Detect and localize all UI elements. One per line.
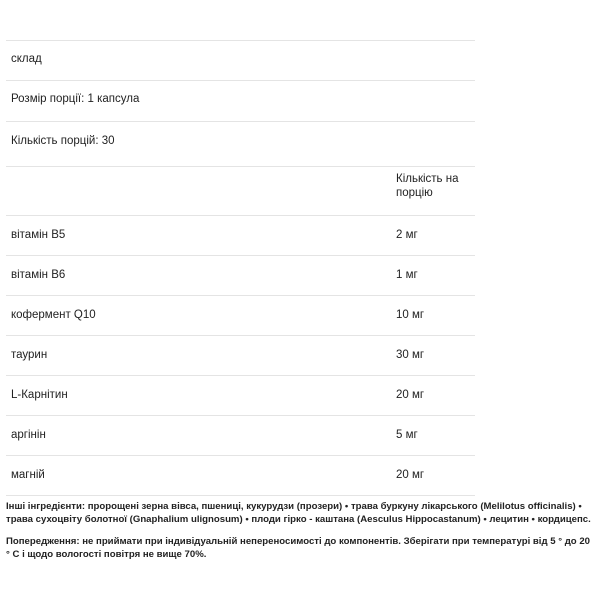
ingredient-name: кофермент Q10: [11, 309, 96, 321]
ingredient-name: аргінін: [11, 429, 46, 441]
ingredient-amount: 20 мг: [396, 469, 425, 481]
amount-header-row: [6, 166, 475, 215]
ingredient-name: вітамін B6: [11, 269, 66, 281]
warning-text: Попередження: не приймати при індивідуальній непереносимості до компонентів. Зберігати при температурі від 5 ° до 20 ° С і щодо вологості повітря не вище 70%.: [6, 536, 591, 560]
ingredient-name: магній: [11, 469, 45, 481]
serving-size-row: [6, 80, 475, 121]
notes-section: [6, 500, 594, 561]
table-row: [6, 215, 475, 255]
ingredient-name: L-Карнітин: [11, 389, 68, 401]
other-ingredients-text: Інші інгредієнти: пророщені зерна вівса, пшениці, кукурудзи (прозери) • трава буркуну лікарського (Melilotus officinalis) • трава сухоцвіту болотної (Gnaphalium ulignosum) • плоди гірко - каштана (Aesculus Hippocastanum) • лецитин • кордицепс.: [6, 501, 591, 525]
ingredient-amount: 20 мг: [396, 389, 425, 401]
ingredient-amount: 1 мг: [396, 269, 418, 281]
amount-per-serving-header: Кількість на порцію: [396, 173, 459, 199]
table-row: [6, 255, 475, 295]
serving-size: Розмір порції: 1 капсула: [11, 93, 140, 105]
ingredient-amount: 10 мг: [396, 309, 425, 321]
table-row: [6, 295, 475, 335]
ingredient-amount: 5 мг: [396, 429, 418, 441]
servings-count: Кількість порцій: 30: [11, 135, 115, 147]
ingredient-name: таурин: [11, 349, 48, 361]
table-row: [6, 335, 475, 375]
servings-count-row: [6, 121, 475, 166]
ingredient-amount: 2 мг: [396, 229, 418, 241]
ingredient-name: вітамін B5: [11, 229, 66, 241]
table-row: [6, 455, 475, 496]
table-row: [6, 415, 475, 455]
supplement-facts-table: [6, 40, 475, 496]
ingredient-amount: 30 мг: [396, 349, 425, 361]
table-row: [6, 375, 475, 415]
table-title-row: [6, 40, 475, 80]
table-title: склад: [11, 53, 42, 65]
